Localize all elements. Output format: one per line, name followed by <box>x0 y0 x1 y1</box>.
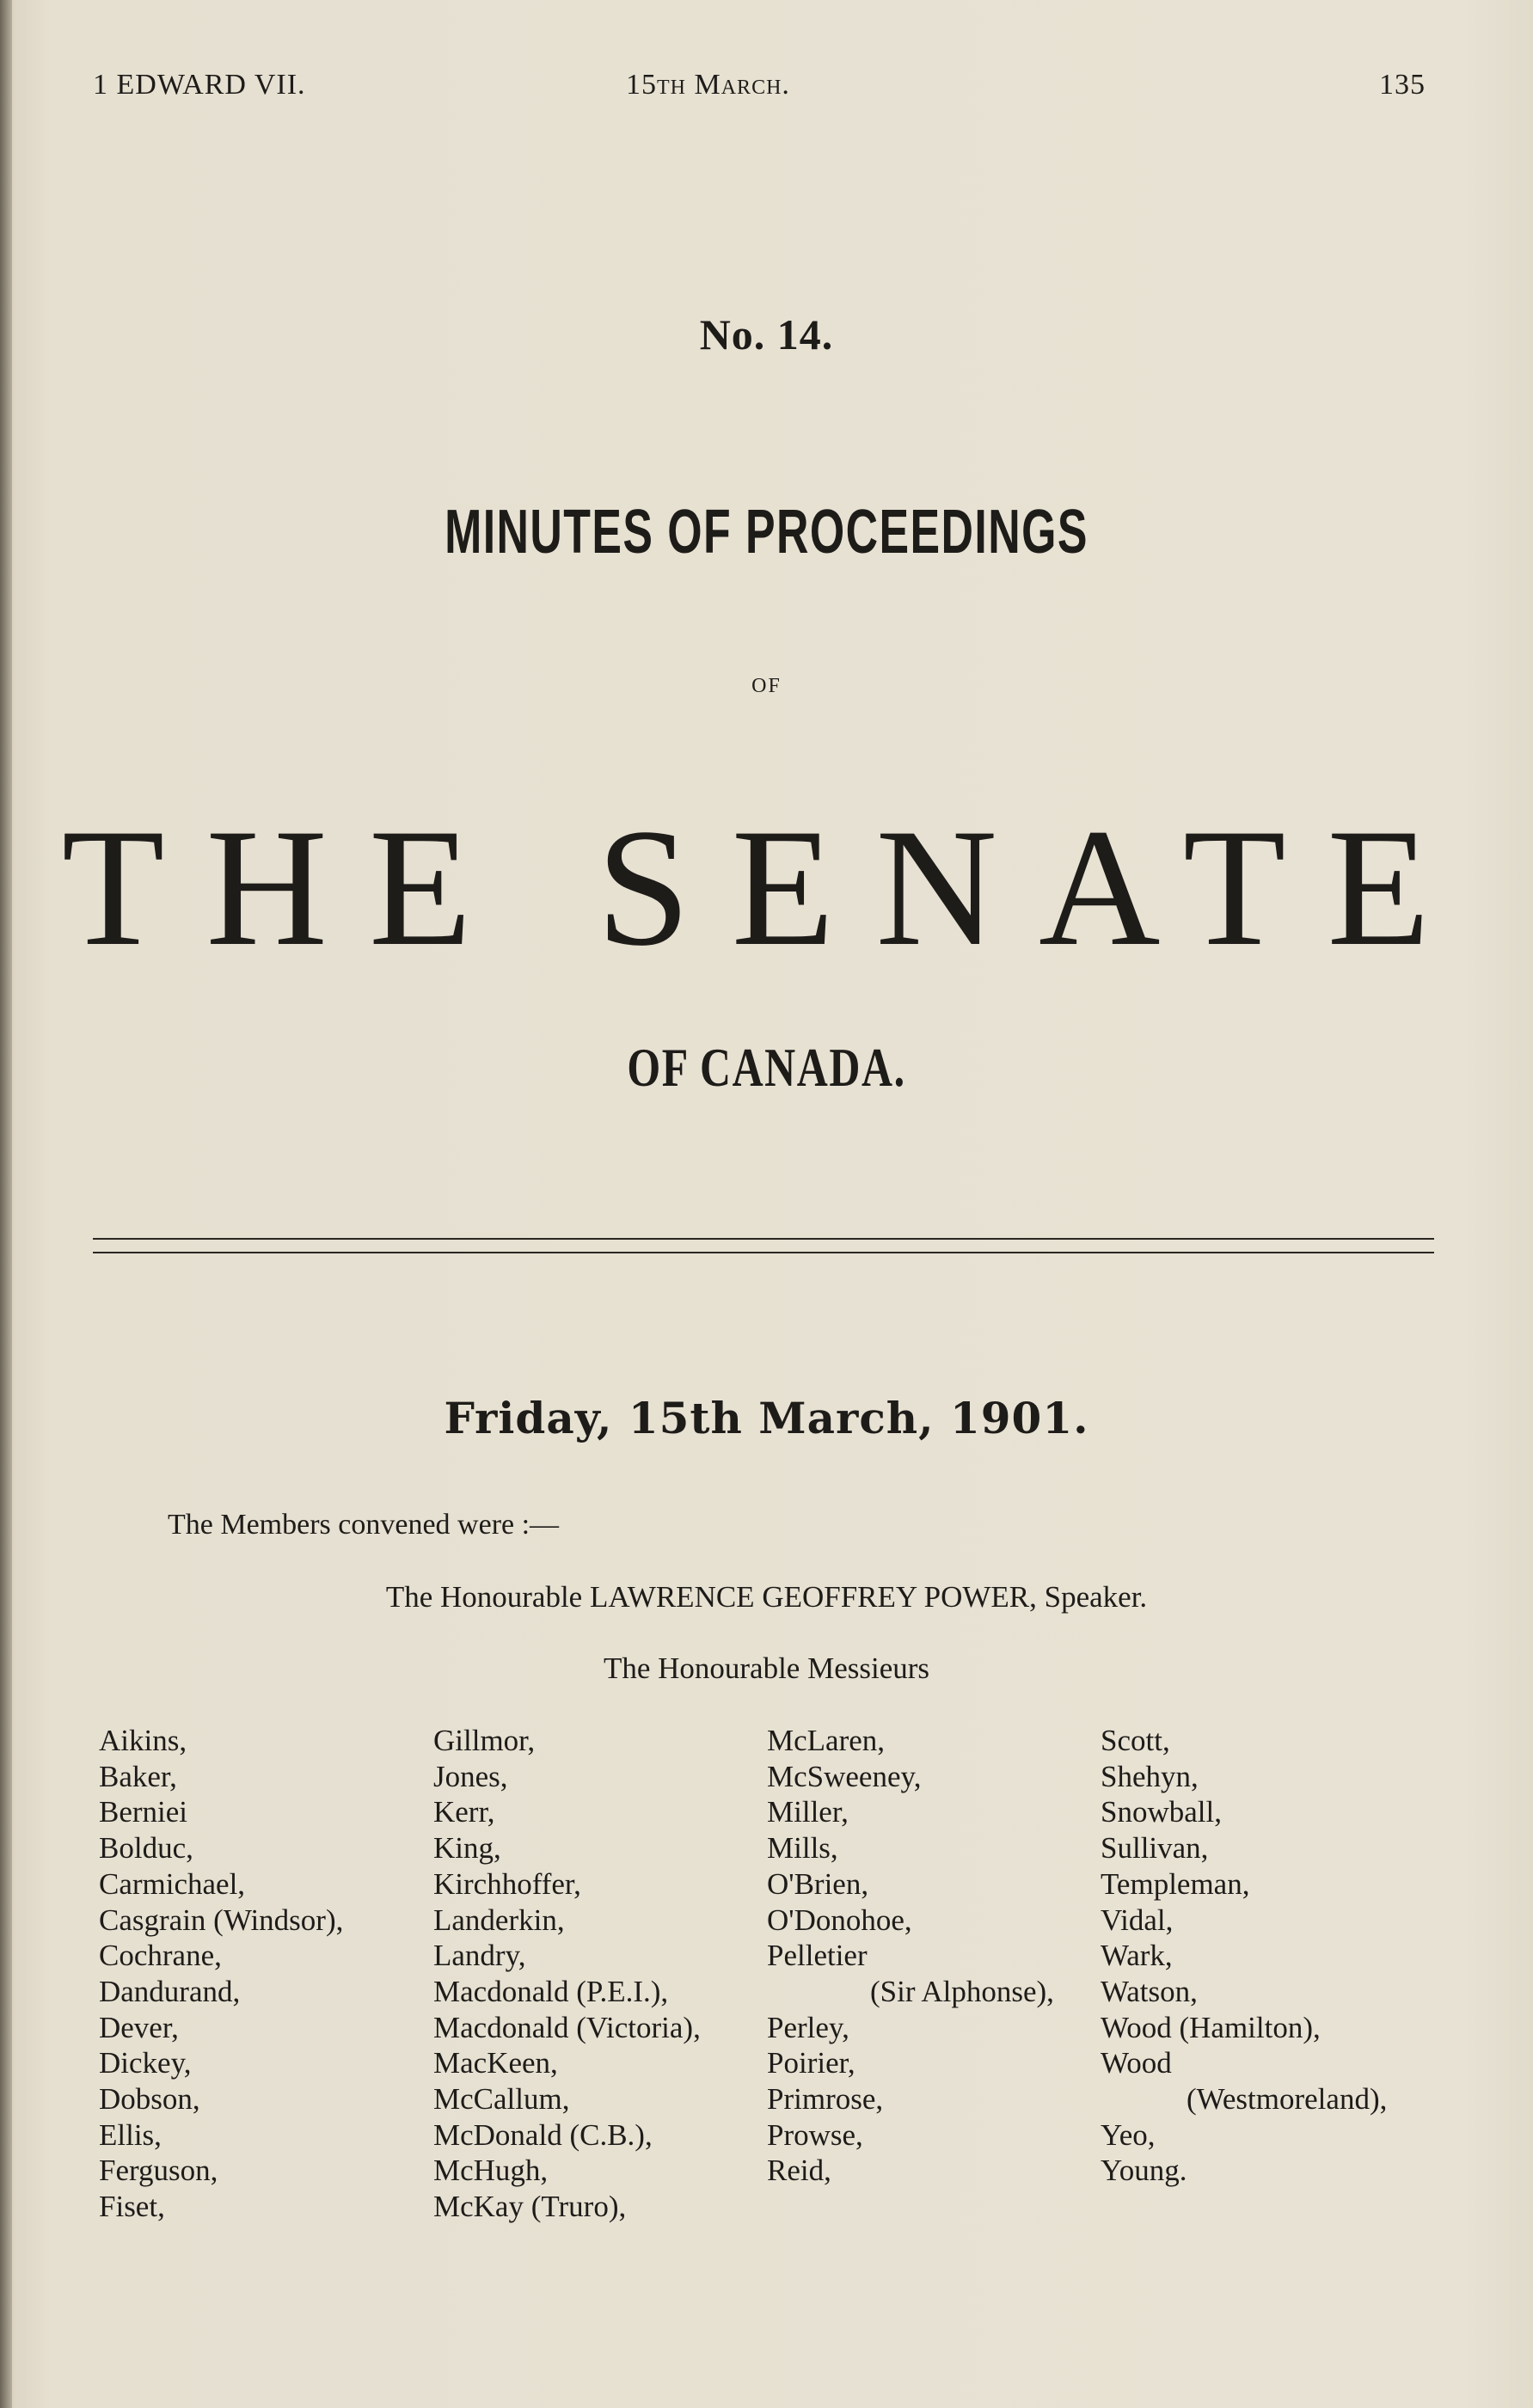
member-name: Ellis, <box>99 2117 162 2152</box>
member-name: Dobson, <box>99 2082 200 2117</box>
book-spine-shadow <box>0 0 12 2408</box>
member-name: Poirier, <box>767 2046 855 2080</box>
member-name: Reid, <box>767 2154 831 2188</box>
member-name: Fiset, <box>99 2190 165 2224</box>
member-name: Jones, <box>433 1759 508 1793</box>
member-name: Dandurand, <box>99 1974 241 2008</box>
member-name: Shehyn, <box>1101 1759 1199 1793</box>
member-name: Watson, <box>1101 1974 1198 2008</box>
member-name: McKay (Truro), <box>433 2190 627 2224</box>
member-name: Scott, <box>1101 1724 1170 1757</box>
member-name: Prowse, <box>767 2117 863 2152</box>
senate-title: THE SENATE <box>61 794 1472 981</box>
canada-title: OF CANADA. <box>627 1037 906 1098</box>
running-head-center: 15th March. <box>626 69 790 101</box>
member-name: Perley, <box>767 2010 849 2044</box>
running-head-left: 1 EDWARD VII. <box>93 69 306 101</box>
member-name: Macdonald (P.E.I.), <box>433 1974 669 2008</box>
issue-number: No. 14. <box>699 310 834 358</box>
member-name: Sullivan, <box>1101 1831 1209 1866</box>
member-name: Ferguson, <box>99 2154 218 2188</box>
member-name: Mills, <box>767 1831 838 1866</box>
members-column-3 <box>767 1723 1054 2189</box>
member-name: Aikins, <box>99 1724 187 1757</box>
member-name: Dickey, <box>99 2046 192 2080</box>
member-name: Cochrane, <box>99 1939 222 1973</box>
members-column-2 <box>433 1723 701 2225</box>
member-name: Kerr, <box>433 1795 495 1829</box>
member-name: O'Donohoe, <box>767 1903 912 1937</box>
member-name: Young. <box>1101 2154 1187 2188</box>
member-name: Carmichael, <box>99 1866 246 1901</box>
member-name: Yeo, <box>1101 2117 1156 2152</box>
member-name: MacKeen, <box>433 2046 558 2080</box>
member-name: Landerkin, <box>433 1903 565 1937</box>
member-name: Wood (Hamilton), <box>1101 2010 1321 2044</box>
members-column-1 <box>99 1723 343 2225</box>
member-name: McHugh, <box>433 2154 549 2188</box>
member-name: McCallum, <box>433 2082 570 2117</box>
member-name: Vidal, <box>1101 1903 1174 1937</box>
member-name: Kirchhoffer, <box>433 1866 581 1901</box>
member-name: Pelletier <box>767 1939 868 1973</box>
member-name-continuation: (Sir Alphonse), <box>870 1974 1054 2008</box>
member-name: Wark, <box>1101 1939 1173 1973</box>
speaker-line: The Honourable LAWRENCE GEOFFREY POWER, Speaker. <box>385 1580 1148 1614</box>
session-date-heading: Friday, 15th March, 1901. <box>444 1393 1089 1443</box>
member-name: Primrose, <box>767 2082 884 2117</box>
page-number: 135 <box>1379 69 1426 101</box>
divider-rule-bottom <box>93 1252 1434 1253</box>
member-name: King, <box>433 1831 501 1866</box>
member-name: Snowball, <box>1101 1795 1222 1829</box>
member-name: Macdonald (Victoria), <box>433 2010 701 2044</box>
honourable-messieurs-heading: The Honourable Messieurs <box>603 1651 930 1685</box>
member-name: McLaren, <box>767 1724 886 1757</box>
members-convened-text: The Members convened were :— <box>168 1509 560 1541</box>
member-name: Landry, <box>433 1939 526 1973</box>
member-name: Berniei <box>99 1795 188 1829</box>
member-name: McSweeney, <box>767 1759 922 1793</box>
member-name-continuation: (Westmoreland), <box>1187 2082 1388 2117</box>
minutes-title: MINUTES OF PROCEEDINGS <box>445 498 1088 567</box>
member-name: Bolduc, <box>99 1831 193 1866</box>
divider-rule-top <box>93 1238 1434 1240</box>
member-name: Wood <box>1101 2046 1172 2080</box>
member-name: McDonald (C.B.), <box>433 2117 653 2152</box>
member-name: Gillmor, <box>433 1724 536 1757</box>
member-name: Baker, <box>99 1759 177 1793</box>
title-of-connector: OF <box>751 675 782 697</box>
member-name: Casgrain (Windsor), <box>99 1903 344 1937</box>
members-column-4 <box>1101 1723 1387 2189</box>
member-name: Miller, <box>767 1795 849 1829</box>
member-name: Dever, <box>99 2010 179 2044</box>
member-name: Templeman, <box>1101 1866 1250 1901</box>
member-name: O'Brien, <box>767 1866 869 1901</box>
